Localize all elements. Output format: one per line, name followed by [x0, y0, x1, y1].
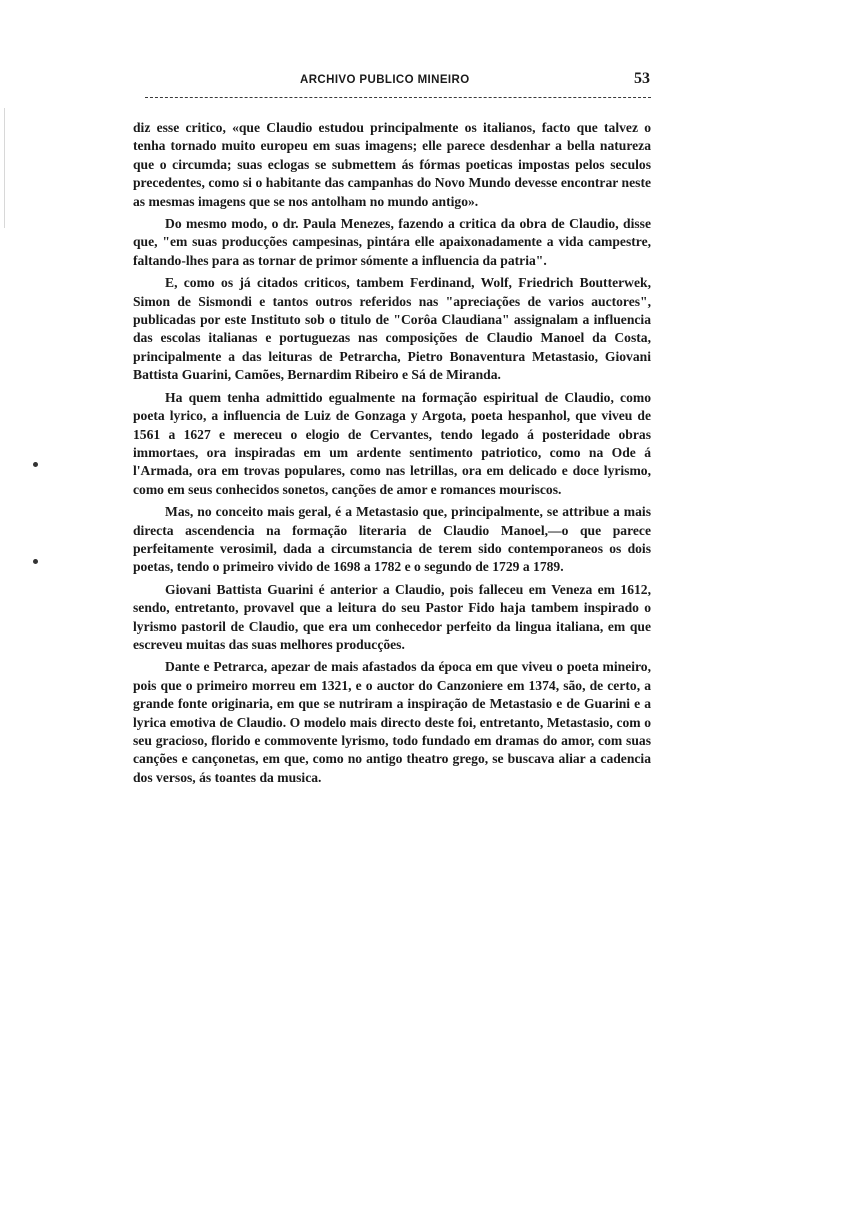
paragraph: Do mesmo modo, o dr. Paula Menezes, fazendo a critica da obra de Claudio, disse que, "em suas producções campesinas, pintára elle apaixonadamente a vida campestre, faltando-lhes para as tornar de primor sómente a influencia da patria". [133, 216, 651, 268]
paragraph: diz esse critico, «que Claudio estudou principalmente os italianos, facto que talvez o tenha tornado muito europeu em suas imagens; elle parece desdenhar a bella natureza que o circumda; suas eclogas se submettem ás fórmas poeticas impostas pelos seculos precedentes, como si o habitante das campanhas do Novo Mundo devesse encontrar neste as mesmas imagens que se nos antolham no mundo antigo». [133, 120, 651, 209]
running-title: ARCHIVO PUBLICO MINEIRO [300, 74, 470, 86]
running-header [138, 70, 654, 98]
header-rule [145, 97, 651, 98]
margin-dot [33, 462, 38, 467]
paragraph: Mas, no conceito mais geral, é a Metastasio que, principalmente, se attribue a mais directa ascendencia na formação literaria de Claudio Manoel,—o que parece perfeitamente verosimil, dada a circumstancia de terem sido contemporaneos os dois poetas, tendo o primeiro vivido de 1698 a 1782 e o segundo de 1729 a 1789. [133, 504, 651, 575]
margin-dot [33, 559, 38, 564]
body-text [133, 119, 651, 791]
page-number: 53 [634, 70, 650, 87]
paragraph: Ha quem tenha admittido egualmente na formação espiritual de Claudio, como poeta lyrico, a influencia de Luiz de Gonzaga y Argota, poeta hespanhol, que viveu de 1561 a 1627 e mereceu o elogio de Cervantes, tendo legado á posteridade obras immortaes, ora inspiradas em um ardente sentimento patriotico, como na Ode á l'Armada, ora em trovas populares, como nas letrillas, ora em delicado e doce lyrismo, como em seus conhecidos sonetos, canções de amor e romances mouriscos. [133, 389, 651, 497]
paragraph: E, como os já citados criticos, tambem Ferdinand, Wolf, Friedrich Boutterwek, Simon de Sismondi e tantos outros referidos nas "apreciações de varios auctores", publicadas por este Instituto sob o titulo de "Corôa Claudiana" assignalam a influencia das escolas italianas e portuguezas nas composições de Claudio Manoel da Costa, principalmente a das leituras de Petrarcha, Pietro Bonaventura Metastasio, Giovani Battista Guarini, Camões, Bernardim Ribeiro e Sá de Miranda. [133, 275, 651, 383]
page-edge-shadow [4, 108, 5, 228]
paragraph: Dante e Petrarca, apezar de mais afastados da época em que viveu o poeta mineiro, pois que o primeiro morreu em 1321, e o auctor do Canzoniere em 1374, são, de certo, a grande fonte originaria, em que se nutriram a inspiração de Metastasio e de Guarini e a lyrica emotiva de Claudio. O modelo mais directo deste foi, entretanto, Metastasio, com o seu gracioso, florido e commovente lyrismo, todo fundado em dramas do amor, com suas canções e cançonetas, em que, como no antigo theatro grego, se buscava aliar a cadencia dos versos, ás toantes da musica. [133, 659, 651, 785]
paragraph: Giovani Battista Guarini é anterior a Claudio, pois falleceu em Veneza em 1612, sendo, entretanto, provavel que a leitura do seu Pastor Fido haja tambem inspirado o lyrismo pastoril de Claudio, que era um conhecedor perfeito da lingua italiana, em que escreveu muitas das suas melhores producções. [133, 581, 651, 652]
